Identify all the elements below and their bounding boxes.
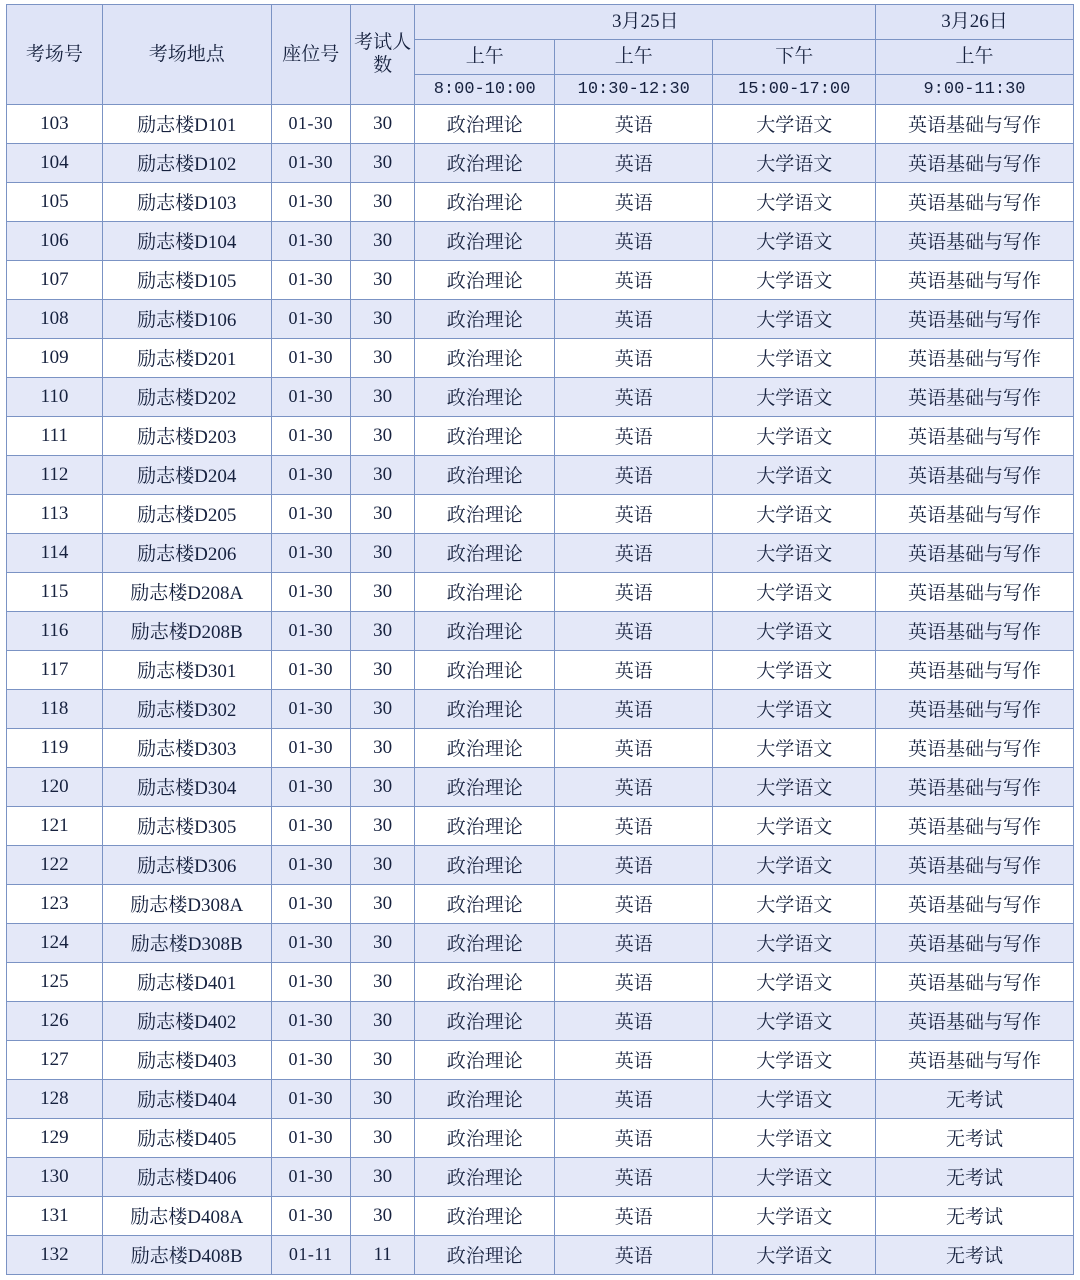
cell-session-4: 英语基础与写作 xyxy=(876,494,1074,533)
cell-capacity: 30 xyxy=(350,572,415,611)
cell-room-no: 113 xyxy=(7,494,103,533)
table-row xyxy=(7,143,1074,182)
table-row xyxy=(7,182,1074,221)
cell-session-3: 大学语文 xyxy=(713,806,876,845)
cell-session-1: 政治理论 xyxy=(415,182,555,221)
cell-seat-no: 01-30 xyxy=(271,689,350,728)
cell-session-3: 大学语文 xyxy=(713,494,876,533)
cell-session-1: 政治理论 xyxy=(415,104,555,143)
cell-session-4: 英语基础与写作 xyxy=(876,572,1074,611)
cell-seat-no: 01-30 xyxy=(271,299,350,338)
cell-session-1: 政治理论 xyxy=(415,767,555,806)
cell-capacity: 30 xyxy=(350,1157,415,1196)
cell-room-no: 110 xyxy=(7,377,103,416)
cell-room-no: 107 xyxy=(7,260,103,299)
table-row xyxy=(7,377,1074,416)
cell-session-3: 大学语文 xyxy=(713,611,876,650)
cell-session-2: 英语 xyxy=(555,923,713,962)
table-row xyxy=(7,338,1074,377)
cell-session-4: 无考试 xyxy=(876,1079,1074,1118)
cell-session-2: 英语 xyxy=(555,416,713,455)
header-row-dates xyxy=(7,5,1074,40)
cell-session-1: 政治理论 xyxy=(415,260,555,299)
cell-session-1: 政治理论 xyxy=(415,533,555,572)
header-room-no: 考场号 xyxy=(7,5,103,105)
cell-session-2: 英语 xyxy=(555,143,713,182)
cell-session-4: 英语基础与写作 xyxy=(876,143,1074,182)
cell-location: 励志楼D405 xyxy=(102,1118,271,1157)
cell-room-no: 125 xyxy=(7,962,103,1001)
cell-session-3: 大学语文 xyxy=(713,962,876,1001)
table-row xyxy=(7,1235,1074,1274)
table-row xyxy=(7,1040,1074,1079)
cell-room-no: 105 xyxy=(7,182,103,221)
cell-session-2: 英语 xyxy=(555,533,713,572)
cell-location: 励志楼D103 xyxy=(102,182,271,221)
cell-session-3: 大学语文 xyxy=(713,1040,876,1079)
cell-capacity: 30 xyxy=(350,689,415,728)
cell-location: 励志楼D306 xyxy=(102,845,271,884)
cell-session-2: 英语 xyxy=(555,1040,713,1079)
table-row xyxy=(7,1157,1074,1196)
cell-room-no: 130 xyxy=(7,1157,103,1196)
cell-capacity: 30 xyxy=(350,1079,415,1118)
cell-session-3: 大学语文 xyxy=(713,221,876,260)
table-row xyxy=(7,611,1074,650)
table-row xyxy=(7,494,1074,533)
cell-seat-no: 01-30 xyxy=(271,962,350,1001)
cell-session-1: 政治理论 xyxy=(415,572,555,611)
cell-seat-no: 01-30 xyxy=(271,260,350,299)
cell-session-1: 政治理论 xyxy=(415,689,555,728)
cell-session-4: 英语基础与写作 xyxy=(876,260,1074,299)
cell-session-2: 英语 xyxy=(555,689,713,728)
cell-session-3: 大学语文 xyxy=(713,533,876,572)
cell-session-4: 英语基础与写作 xyxy=(876,104,1074,143)
cell-session-4: 无考试 xyxy=(876,1196,1074,1235)
cell-capacity: 11 xyxy=(350,1235,415,1274)
table-row xyxy=(7,572,1074,611)
cell-session-3: 大学语文 xyxy=(713,377,876,416)
cell-room-no: 108 xyxy=(7,299,103,338)
cell-session-1: 政治理论 xyxy=(415,1001,555,1040)
cell-capacity: 30 xyxy=(350,182,415,221)
cell-session-4: 英语基础与写作 xyxy=(876,923,1074,962)
table-row xyxy=(7,455,1074,494)
cell-session-3: 大学语文 xyxy=(713,1196,876,1235)
cell-room-no: 106 xyxy=(7,221,103,260)
cell-session-3: 大学语文 xyxy=(713,689,876,728)
cell-session-2: 英语 xyxy=(555,221,713,260)
cell-session-3: 大学语文 xyxy=(713,416,876,455)
header-session-3: 下午 xyxy=(713,39,876,74)
cell-capacity: 30 xyxy=(350,338,415,377)
table-row xyxy=(7,104,1074,143)
cell-session-2: 英语 xyxy=(555,767,713,806)
table-body xyxy=(7,104,1074,1274)
cell-seat-no: 01-30 xyxy=(271,1196,350,1235)
cell-location: 励志楼D402 xyxy=(102,1001,271,1040)
cell-seat-no: 01-30 xyxy=(271,1118,350,1157)
cell-session-3: 大学语文 xyxy=(713,1079,876,1118)
cell-location: 励志楼D404 xyxy=(102,1079,271,1118)
cell-seat-no: 01-30 xyxy=(271,533,350,572)
cell-capacity: 30 xyxy=(350,884,415,923)
cell-capacity: 30 xyxy=(350,1001,415,1040)
table-row xyxy=(7,845,1074,884)
cell-room-no: 117 xyxy=(7,650,103,689)
cell-session-2: 英语 xyxy=(555,728,713,767)
cell-room-no: 124 xyxy=(7,923,103,962)
cell-session-4: 英语基础与写作 xyxy=(876,845,1074,884)
cell-room-no: 112 xyxy=(7,455,103,494)
cell-location: 励志楼D302 xyxy=(102,689,271,728)
cell-room-no: 127 xyxy=(7,1040,103,1079)
cell-location: 励志楼D303 xyxy=(102,728,271,767)
cell-seat-no: 01-30 xyxy=(271,1079,350,1118)
cell-location: 励志楼D102 xyxy=(102,143,271,182)
cell-session-2: 英语 xyxy=(555,494,713,533)
cell-capacity: 30 xyxy=(350,494,415,533)
cell-location: 励志楼D408A xyxy=(102,1196,271,1235)
cell-seat-no: 01-30 xyxy=(271,572,350,611)
cell-seat-no: 01-30 xyxy=(271,494,350,533)
cell-room-no: 118 xyxy=(7,689,103,728)
table-row xyxy=(7,1079,1074,1118)
cell-seat-no: 01-30 xyxy=(271,338,350,377)
cell-location: 励志楼D101 xyxy=(102,104,271,143)
cell-room-no: 120 xyxy=(7,767,103,806)
cell-session-2: 英语 xyxy=(555,182,713,221)
cell-session-3: 大学语文 xyxy=(713,1118,876,1157)
cell-capacity: 30 xyxy=(350,143,415,182)
cell-location: 励志楼D201 xyxy=(102,338,271,377)
cell-session-4: 英语基础与写作 xyxy=(876,962,1074,1001)
cell-room-no: 126 xyxy=(7,1001,103,1040)
cell-room-no: 123 xyxy=(7,884,103,923)
cell-session-1: 政治理论 xyxy=(415,455,555,494)
cell-seat-no: 01-30 xyxy=(271,1157,350,1196)
header-capacity: 考试人数 xyxy=(350,5,415,105)
cell-session-1: 政治理论 xyxy=(415,299,555,338)
cell-session-1: 政治理论 xyxy=(415,1040,555,1079)
cell-session-4: 无考试 xyxy=(876,1157,1074,1196)
cell-session-2: 英语 xyxy=(555,455,713,494)
cell-seat-no: 01-30 xyxy=(271,104,350,143)
cell-location: 励志楼D205 xyxy=(102,494,271,533)
cell-session-3: 大学语文 xyxy=(713,299,876,338)
header-session-4: 上午 xyxy=(876,39,1074,74)
table-row xyxy=(7,884,1074,923)
cell-session-3: 大学语文 xyxy=(713,650,876,689)
header-time-3: 15:00-17:00 xyxy=(713,74,876,104)
cell-capacity: 30 xyxy=(350,962,415,1001)
cell-capacity: 30 xyxy=(350,455,415,494)
table-row xyxy=(7,767,1074,806)
cell-location: 励志楼D202 xyxy=(102,377,271,416)
cell-seat-no: 01-30 xyxy=(271,416,350,455)
cell-location: 励志楼D208A xyxy=(102,572,271,611)
cell-seat-no: 01-30 xyxy=(271,1001,350,1040)
cell-room-no: 114 xyxy=(7,533,103,572)
cell-room-no: 122 xyxy=(7,845,103,884)
table-row xyxy=(7,1001,1074,1040)
cell-capacity: 30 xyxy=(350,221,415,260)
cell-room-no: 104 xyxy=(7,143,103,182)
table-row xyxy=(7,728,1074,767)
cell-seat-no: 01-30 xyxy=(271,611,350,650)
cell-seat-no: 01-30 xyxy=(271,182,350,221)
cell-location: 励志楼D308A xyxy=(102,884,271,923)
cell-room-no: 109 xyxy=(7,338,103,377)
cell-capacity: 30 xyxy=(350,104,415,143)
cell-session-3: 大学语文 xyxy=(713,767,876,806)
table-row xyxy=(7,1196,1074,1235)
table-row xyxy=(7,416,1074,455)
header-session-1: 上午 xyxy=(415,39,555,74)
cell-session-1: 政治理论 xyxy=(415,338,555,377)
cell-capacity: 30 xyxy=(350,1040,415,1079)
cell-session-1: 政治理论 xyxy=(415,1118,555,1157)
cell-location: 励志楼D106 xyxy=(102,299,271,338)
cell-location: 励志楼D301 xyxy=(102,650,271,689)
cell-session-4: 英语基础与写作 xyxy=(876,182,1074,221)
cell-session-2: 英语 xyxy=(555,1235,713,1274)
table-row xyxy=(7,221,1074,260)
table-row xyxy=(7,533,1074,572)
cell-session-1: 政治理论 xyxy=(415,845,555,884)
cell-room-no: 116 xyxy=(7,611,103,650)
cell-session-1: 政治理论 xyxy=(415,1196,555,1235)
cell-room-no: 119 xyxy=(7,728,103,767)
cell-session-2: 英语 xyxy=(555,806,713,845)
header-time-1: 8:00-10:00 xyxy=(415,74,555,104)
cell-seat-no: 01-11 xyxy=(271,1235,350,1274)
cell-room-no: 128 xyxy=(7,1079,103,1118)
cell-session-3: 大学语文 xyxy=(713,1001,876,1040)
cell-session-2: 英语 xyxy=(555,1079,713,1118)
cell-session-1: 政治理论 xyxy=(415,806,555,845)
table-row xyxy=(7,1118,1074,1157)
cell-session-4: 英语基础与写作 xyxy=(876,689,1074,728)
cell-session-4: 英语基础与写作 xyxy=(876,650,1074,689)
cell-session-3: 大学语文 xyxy=(713,338,876,377)
cell-session-1: 政治理论 xyxy=(415,377,555,416)
cell-session-2: 英语 xyxy=(555,1196,713,1235)
cell-session-4: 英语基础与写作 xyxy=(876,377,1074,416)
table-row xyxy=(7,689,1074,728)
cell-seat-no: 01-30 xyxy=(271,728,350,767)
cell-session-4: 英语基础与写作 xyxy=(876,455,1074,494)
cell-room-no: 111 xyxy=(7,416,103,455)
cell-location: 励志楼D304 xyxy=(102,767,271,806)
cell-location: 励志楼D406 xyxy=(102,1157,271,1196)
cell-capacity: 30 xyxy=(350,416,415,455)
cell-session-1: 政治理论 xyxy=(415,611,555,650)
cell-location: 励志楼D305 xyxy=(102,806,271,845)
table-row xyxy=(7,923,1074,962)
header-location: 考场地点 xyxy=(102,5,271,105)
header-time-2: 10:30-12:30 xyxy=(555,74,713,104)
cell-session-3: 大学语文 xyxy=(713,884,876,923)
cell-session-4: 英语基础与写作 xyxy=(876,806,1074,845)
table-row xyxy=(7,806,1074,845)
cell-capacity: 30 xyxy=(350,1196,415,1235)
cell-seat-no: 01-30 xyxy=(271,767,350,806)
cell-session-4: 英语基础与写作 xyxy=(876,767,1074,806)
cell-capacity: 30 xyxy=(350,845,415,884)
cell-room-no: 121 xyxy=(7,806,103,845)
cell-room-no: 131 xyxy=(7,1196,103,1235)
cell-capacity: 30 xyxy=(350,728,415,767)
table-row xyxy=(7,962,1074,1001)
cell-session-4: 英语基础与写作 xyxy=(876,416,1074,455)
cell-session-3: 大学语文 xyxy=(713,923,876,962)
cell-capacity: 30 xyxy=(350,923,415,962)
cell-session-4: 英语基础与写作 xyxy=(876,1001,1074,1040)
cell-session-1: 政治理论 xyxy=(415,1079,555,1118)
cell-location: 励志楼D204 xyxy=(102,455,271,494)
cell-session-3: 大学语文 xyxy=(713,104,876,143)
cell-session-2: 英语 xyxy=(555,104,713,143)
cell-room-no: 115 xyxy=(7,572,103,611)
cell-session-4: 英语基础与写作 xyxy=(876,884,1074,923)
cell-capacity: 30 xyxy=(350,260,415,299)
cell-location: 励志楼D308B xyxy=(102,923,271,962)
header-seat-no: 座位号 xyxy=(271,5,350,105)
cell-session-4: 英语基础与写作 xyxy=(876,611,1074,650)
cell-session-3: 大学语文 xyxy=(713,1157,876,1196)
cell-session-1: 政治理论 xyxy=(415,884,555,923)
cell-seat-no: 01-30 xyxy=(271,377,350,416)
cell-location: 励志楼D105 xyxy=(102,260,271,299)
cell-seat-no: 01-30 xyxy=(271,650,350,689)
cell-session-1: 政治理论 xyxy=(415,221,555,260)
cell-capacity: 30 xyxy=(350,377,415,416)
cell-session-4: 英语基础与写作 xyxy=(876,299,1074,338)
cell-session-3: 大学语文 xyxy=(713,182,876,221)
cell-capacity: 30 xyxy=(350,533,415,572)
cell-seat-no: 01-30 xyxy=(271,1040,350,1079)
cell-session-1: 政治理论 xyxy=(415,962,555,1001)
cell-session-2: 英语 xyxy=(555,572,713,611)
cell-session-1: 政治理论 xyxy=(415,494,555,533)
cell-location: 励志楼D208B xyxy=(102,611,271,650)
cell-session-2: 英语 xyxy=(555,260,713,299)
cell-room-no: 132 xyxy=(7,1235,103,1274)
cell-session-4: 英语基础与写作 xyxy=(876,728,1074,767)
cell-session-4: 英语基础与写作 xyxy=(876,338,1074,377)
cell-seat-no: 01-30 xyxy=(271,143,350,182)
cell-session-2: 英语 xyxy=(555,962,713,1001)
cell-session-1: 政治理论 xyxy=(415,728,555,767)
cell-session-2: 英语 xyxy=(555,1118,713,1157)
cell-session-2: 英语 xyxy=(555,611,713,650)
cell-session-3: 大学语文 xyxy=(713,728,876,767)
cell-session-2: 英语 xyxy=(555,299,713,338)
cell-session-3: 大学语文 xyxy=(713,455,876,494)
cell-location: 励志楼D401 xyxy=(102,962,271,1001)
table-row xyxy=(7,650,1074,689)
cell-session-3: 大学语文 xyxy=(713,260,876,299)
cell-session-2: 英语 xyxy=(555,1157,713,1196)
cell-session-1: 政治理论 xyxy=(415,923,555,962)
cell-session-4: 无考试 xyxy=(876,1118,1074,1157)
cell-session-3: 大学语文 xyxy=(713,143,876,182)
cell-seat-no: 01-30 xyxy=(271,884,350,923)
cell-location: 励志楼D408B xyxy=(102,1235,271,1274)
cell-session-3: 大学语文 xyxy=(713,845,876,884)
cell-session-2: 英语 xyxy=(555,1001,713,1040)
header-date-mar26: 3月26日 xyxy=(876,5,1074,40)
cell-session-4: 英语基础与写作 xyxy=(876,221,1074,260)
cell-capacity: 30 xyxy=(350,299,415,338)
cell-session-1: 政治理论 xyxy=(415,1235,555,1274)
exam-schedule-table xyxy=(6,4,1074,1275)
cell-session-2: 英语 xyxy=(555,884,713,923)
cell-session-1: 政治理论 xyxy=(415,143,555,182)
table-row xyxy=(7,260,1074,299)
cell-session-1: 政治理论 xyxy=(415,650,555,689)
cell-capacity: 30 xyxy=(350,650,415,689)
cell-session-3: 大学语文 xyxy=(713,1235,876,1274)
cell-session-1: 政治理论 xyxy=(415,1157,555,1196)
cell-capacity: 30 xyxy=(350,806,415,845)
cell-capacity: 30 xyxy=(350,1118,415,1157)
cell-session-2: 英语 xyxy=(555,377,713,416)
header-session-2: 上午 xyxy=(555,39,713,74)
cell-session-1: 政治理论 xyxy=(415,416,555,455)
cell-session-2: 英语 xyxy=(555,845,713,884)
cell-location: 励志楼D203 xyxy=(102,416,271,455)
cell-capacity: 30 xyxy=(350,767,415,806)
cell-room-no: 103 xyxy=(7,104,103,143)
header-time-4: 9:00-11:30 xyxy=(876,74,1074,104)
cell-seat-no: 01-30 xyxy=(271,455,350,494)
cell-seat-no: 01-30 xyxy=(271,221,350,260)
table-row xyxy=(7,299,1074,338)
cell-session-4: 英语基础与写作 xyxy=(876,533,1074,572)
cell-seat-no: 01-30 xyxy=(271,845,350,884)
cell-session-3: 大学语文 xyxy=(713,572,876,611)
cell-room-no: 129 xyxy=(7,1118,103,1157)
cell-session-4: 无考试 xyxy=(876,1235,1074,1274)
cell-seat-no: 01-30 xyxy=(271,923,350,962)
header-date-mar25: 3月25日 xyxy=(415,5,876,40)
cell-location: 励志楼D403 xyxy=(102,1040,271,1079)
cell-session-4: 英语基础与写作 xyxy=(876,1040,1074,1079)
cell-session-2: 英语 xyxy=(555,650,713,689)
cell-location: 励志楼D206 xyxy=(102,533,271,572)
cell-capacity: 30 xyxy=(350,611,415,650)
cell-session-2: 英语 xyxy=(555,338,713,377)
cell-location: 励志楼D104 xyxy=(102,221,271,260)
table-header xyxy=(7,5,1074,105)
cell-seat-no: 01-30 xyxy=(271,806,350,845)
